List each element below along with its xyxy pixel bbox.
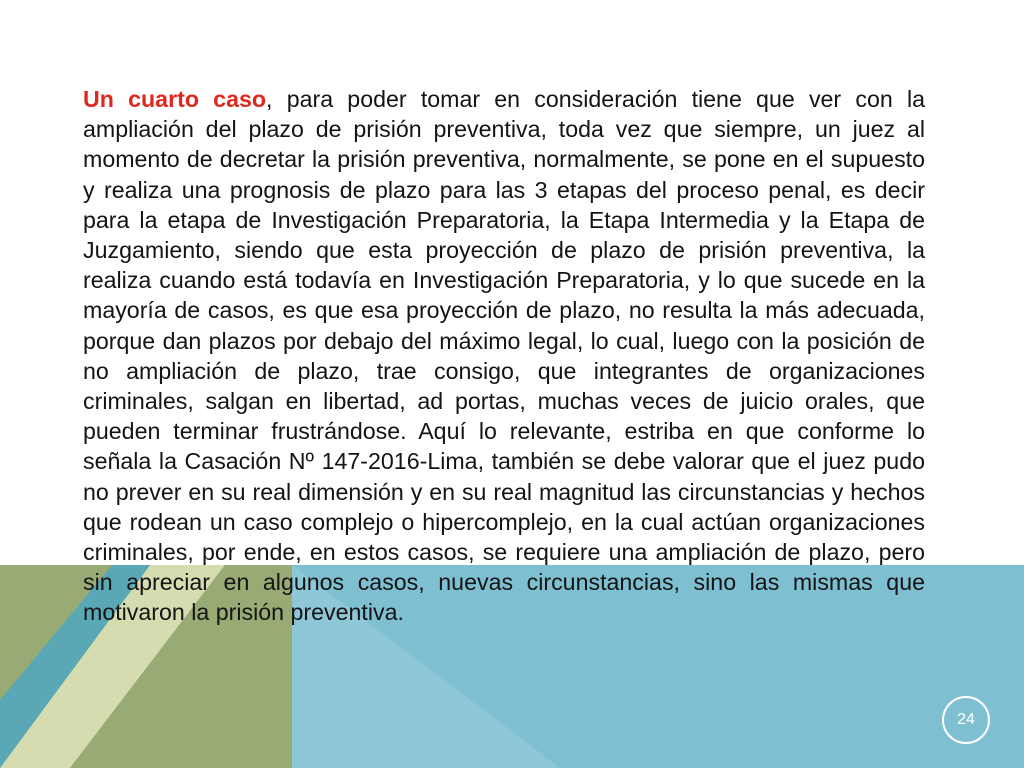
body-paragraph <box>83 84 925 628</box>
paragraph-body: , para poder tomar en consideración tiene que ver con la ampliación del plazo de prisión preventiva, toda vez que siempre, un juez al momento de decretar la prisión preventiva, normalmente, se pone en el supuesto y realiza una prognosis de plazo para las 3 etapas del proceso penal, es decir para la etapa de Investigación Preparatoria, la Etapa Intermedia y la Etapa de Juzgamiento, siendo que esta proyección de plazo de prisión preventiva, la realiza cuando está todavía en Investigación Preparatoria, y lo que sucede en la mayoría de casos, es que esa proyección de plazo, no resulta la más adecuada, porque dan plazos por debajo del máximo legal, lo cual, luego con la posición de no ampliación de plazo, trae consigo, que integrantes de organizaciones criminales, salgan en libertad, ad portas, muchas veces de juicio orales, que pueden terminar frustrándose. Aquí lo relevante, estriba en que conforme lo señala la Casación Nº 147-2016-Lima, también se debe valorar que el juez pudo no prever en su real dimensión y en su real magnitud las circunstancias y hechos que rodean un caso complejo o hipercomplejo, en la cual actúan organizaciones criminales, por ende, en estos casos, se requiere una ampliación de plazo, pero sin apreciar en algunos casos, nuevas circunstancias, sino las mismas que motivaron la prisión preventiva. <box>83 86 925 626</box>
highlight-phrase: Un cuarto caso <box>83 86 267 112</box>
page-number-badge: 24 <box>942 696 990 744</box>
